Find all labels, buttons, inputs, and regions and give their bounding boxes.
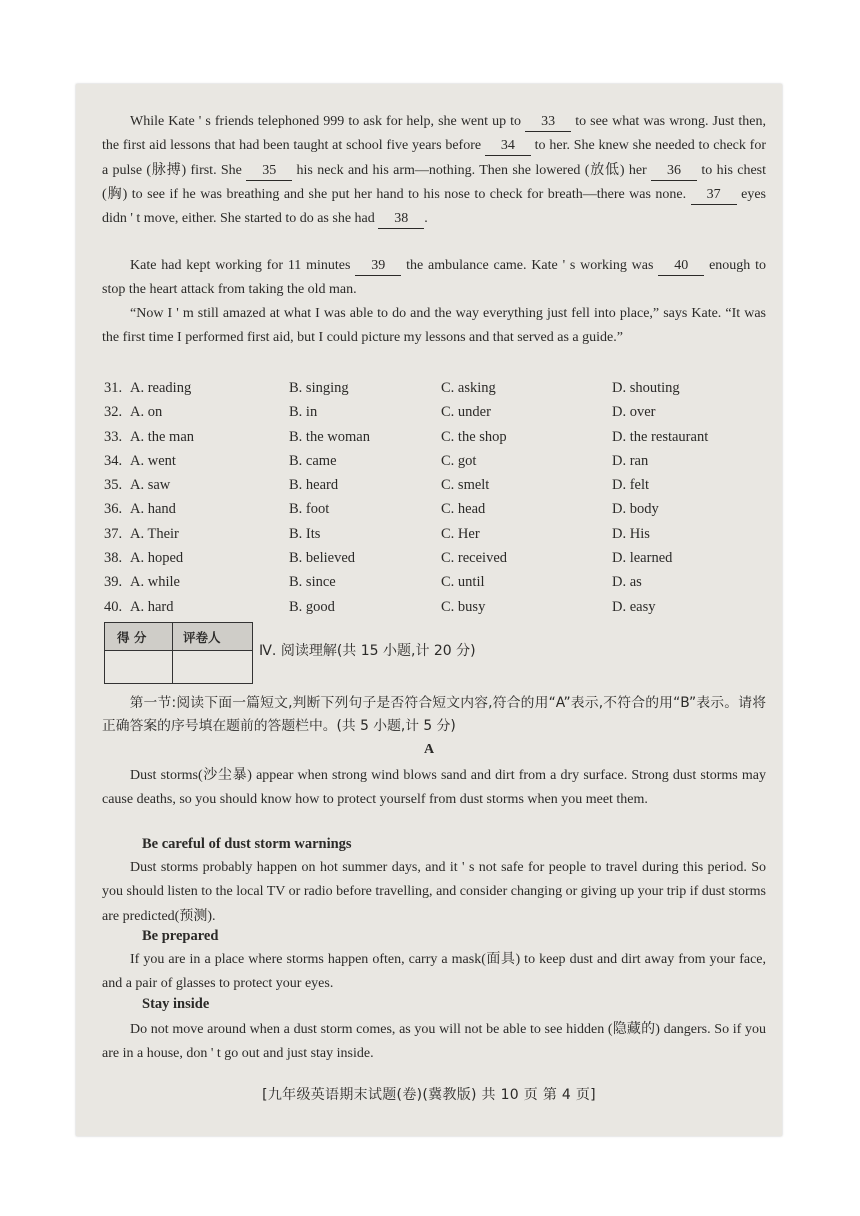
blank-33: 33 <box>525 113 571 132</box>
option-row-31 <box>104 376 764 400</box>
option-d: D. easy <box>612 598 656 615</box>
article-intro: Dust storms(沙尘暴) appear when strong wind blows sand and dirt from a dry surface. Strong dust storms may cause deaths, so you should know how to protect yourself from dust storms when you meet them. <box>102 768 766 808</box>
article-heading-stay-inside: Stay inside <box>142 996 210 1012</box>
section-instruction: 第一节:阅读下面一篇短文,判断下列句子是否符合短文内容,符合的用“A”表示,不符合的用“B”表示。请将正确答案的序号填在题前的答题栏中。(共 5 小题,计 5 分) <box>102 695 766 734</box>
option-d: D. over <box>612 404 656 421</box>
question-number: 32. <box>104 404 123 421</box>
option-a: A. hand <box>130 501 176 518</box>
blank-37: 37 <box>691 186 737 205</box>
passage-paragraph-3: “Now I ' m still amazed at what I was able to do and the way everything just fell into place,” says Kate. “It was the first time I performed first aid, but I could picture my lessons and that served as a guide.” <box>102 306 766 346</box>
option-d: D. body <box>612 501 659 518</box>
option-row-39 <box>104 570 764 594</box>
option-b: B. good <box>289 598 335 615</box>
text-run: enough to stop the heart attack from taking the old man. <box>102 258 767 298</box>
option-a: A. reading <box>130 380 192 396</box>
option-c: C. smelt <box>441 477 490 494</box>
article-paragraph-1: Dust storms probably happen on hot summer days, and it ' s not safe for people to travel during this period. So you should listen to the local TV or radio before travelling, and consider changing or giving up your trip if dust storms are predicted(预测). <box>102 860 766 924</box>
score-label: 得 分 <box>117 630 147 645</box>
article-heading-prepared: Be prepared <box>142 928 219 944</box>
question-number: 39. <box>104 574 123 591</box>
blank-36: 36 <box>651 162 697 181</box>
score-box-divider <box>172 623 173 683</box>
option-a: A. on <box>130 404 163 421</box>
option-a: A. hard <box>130 598 174 615</box>
option-b: B. singing <box>289 380 349 396</box>
text-run: his neck and his arm—nothing. Then she lowered (放低) her <box>292 162 652 178</box>
option-row-38 <box>104 546 764 570</box>
blank-38: 38 <box>378 210 424 229</box>
section-title: Ⅳ. 阅读理解(共 15 小题,计 20 分) <box>259 643 476 659</box>
blank-35: 35 <box>246 162 292 181</box>
option-row-37 <box>104 522 764 546</box>
grader-label: 评卷人 <box>183 630 221 645</box>
blank-40: 40 <box>658 257 704 276</box>
question-number: 36. <box>104 501 123 518</box>
text-run: to his chest (胸) to see if he was breathing and she put her hand to his nose to check for breath—there was none. <box>102 162 767 202</box>
option-d: D. ran <box>612 452 649 469</box>
answer-options <box>104 376 764 619</box>
text-run: the ambulance came. Kate ' s working was <box>401 258 659 273</box>
option-d: D. the restaurant <box>612 428 709 445</box>
option-a: A. saw <box>130 477 171 494</box>
option-d: D. learned <box>612 550 673 567</box>
option-c: C. head <box>441 501 486 518</box>
text-run: eyes didn ' t move, either. She started to do as she had <box>102 186 766 227</box>
article-paragraph-2: If you are in a place where storms happen often, carry a mask(面具) to keep dust and dirt away from your face, and a pair of glasses to protect your eyes. <box>102 952 766 992</box>
option-row-32 <box>104 400 764 424</box>
option-c: C. received <box>441 550 508 567</box>
option-b: B. came <box>289 452 337 469</box>
option-c: C. Her <box>441 525 480 542</box>
option-b: B. heard <box>289 477 339 494</box>
option-row-35 <box>104 473 764 497</box>
blank-34: 34 <box>485 137 531 156</box>
question-number: 31. <box>104 380 123 396</box>
option-row-34 <box>104 449 764 473</box>
option-c: C. under <box>441 404 491 421</box>
text-run: to see what was wrong. Just then, the first aid lessons that had been taught at school five years before <box>102 114 766 154</box>
option-a: A. Their <box>130 525 179 542</box>
option-b: B. the woman <box>289 428 370 445</box>
text-run: . <box>424 211 428 227</box>
option-b: B. foot <box>289 501 330 518</box>
option-a: A. while <box>130 574 180 591</box>
option-b: B. Its <box>289 525 321 542</box>
option-b: B. believed <box>289 550 356 567</box>
question-number: 33. <box>104 428 123 445</box>
article-heading-warnings: Be careful of dust storm warnings <box>142 836 352 852</box>
text-run: Kate had kept working for 11 minutes <box>130 258 356 273</box>
option-c: C. got <box>441 452 477 469</box>
text-run: While Kate ' s friends telephoned 999 to ask for help, she went up to <box>130 114 526 129</box>
blank-39: 39 <box>355 257 401 276</box>
option-b: B. since <box>289 574 336 591</box>
score-box-header <box>105 623 252 651</box>
option-c: C. asking <box>441 380 496 396</box>
exam-page <box>76 84 782 1136</box>
option-row-40 <box>104 595 764 619</box>
passage-paragraph-1 <box>102 110 766 231</box>
option-c: C. the shop <box>441 428 507 445</box>
option-a: A. went <box>130 452 176 469</box>
question-number: 40. <box>104 598 123 615</box>
article-paragraph-3: Do not move around when a dust storm comes, as you will not be able to see hidden (隐藏的) dangers. So if you are in a house, don ' t go out and just stay inside. <box>102 1022 766 1062</box>
question-number: 37. <box>104 525 123 542</box>
option-a: A. the man <box>130 428 195 445</box>
passage-letter: A <box>423 742 435 757</box>
question-number: 35. <box>104 477 123 494</box>
page-footer: [九年级英语期末试题(卷)(冀教版) 共 10 页 第 4 页] <box>262 1087 596 1103</box>
question-number: 38. <box>104 550 123 567</box>
option-d: D. felt <box>612 477 650 494</box>
option-c: C. busy <box>441 598 486 615</box>
option-row-36 <box>104 497 764 521</box>
option-a: A. hoped <box>130 550 184 567</box>
passage-paragraph-2 <box>102 254 766 303</box>
option-d: D. shouting <box>612 380 680 396</box>
option-c: C. until <box>441 574 485 591</box>
option-b: B. in <box>289 404 318 421</box>
question-number: 34. <box>104 452 123 469</box>
score-box <box>104 622 253 684</box>
option-d: D. His <box>612 525 650 542</box>
option-d: D. as <box>612 574 642 591</box>
option-row-33 <box>104 425 764 449</box>
text-run: to her. She knew she needed to check for a pulse (脉搏) first. She <box>102 138 766 178</box>
